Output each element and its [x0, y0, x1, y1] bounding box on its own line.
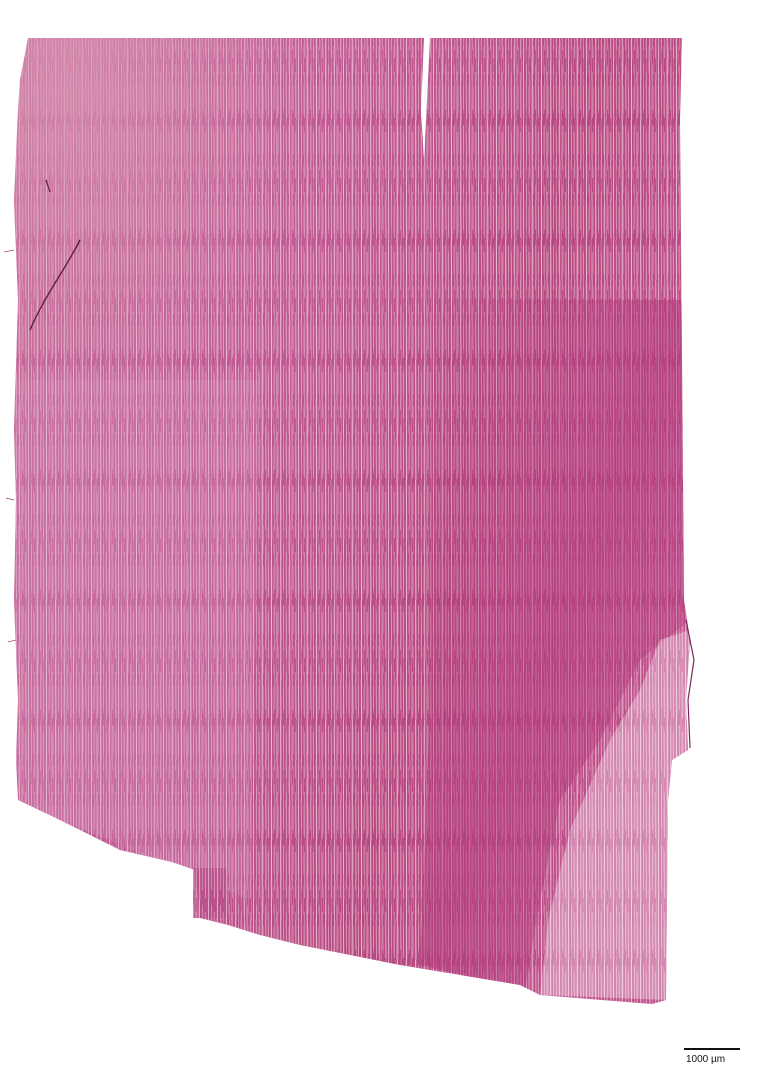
scale-bar-label: 1000 µm [686, 1054, 726, 1065]
scale-bar-line [684, 1048, 740, 1050]
